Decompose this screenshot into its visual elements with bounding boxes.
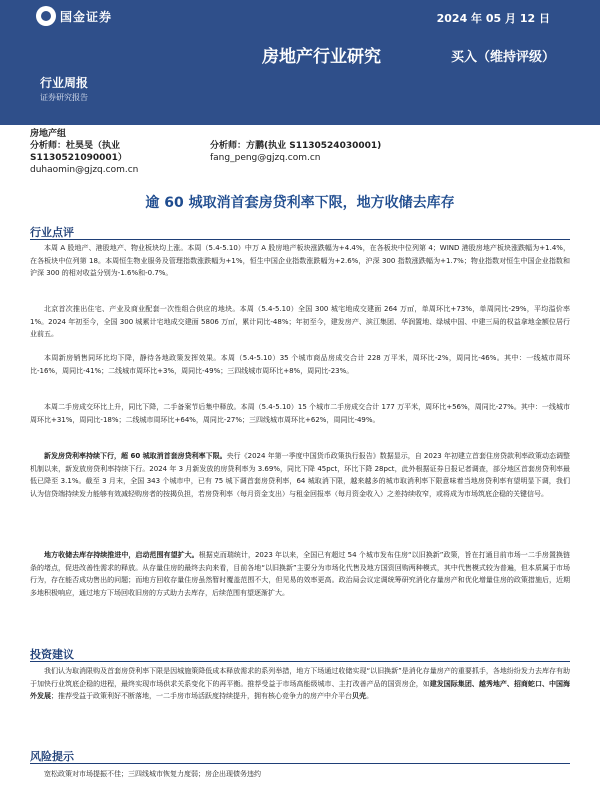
header-band	[0, 0, 600, 125]
analyst-2	[210, 140, 570, 164]
analyst-1	[30, 128, 205, 176]
advice-text-2: ；推荐受益于政策利好不断落地，一二手房市场活跃度持续提升，拥有核心竞争力的房产中介平台	[51, 692, 352, 700]
headline: 逾 60 城取消首套房贷利率下限，地方收储去库存	[145, 195, 455, 211]
para-6-text: 根据克而瑞统计，2023 年以来，全国已有超过 54 个城市发布住房“以旧换新”政策，旨在打通目前市场一二手房置换链条的堵点，促进改善性需求的释放。从存量住房的最终去向来看，目前各地“以旧换新”主要分为市场化代售及地方国资回购两种模式，其中代售模式较为普遍，但本质属于市场行为，存在能否成功售出的问题；而地方回收存量住房虽然暂时覆盖范围不大，但见易的效率更高。政治局会议定调统筹研究消化存量房产和优化增量住房的政策措施后，近期多地积极响应，通过地方下场回收旧房的方式助力去库存，后续范围有望逐渐扩大。	[30, 551, 571, 597]
report-type: 行业周报	[40, 76, 89, 90]
advice-pick-beike: 贝壳	[352, 692, 366, 700]
logo	[36, 6, 112, 26]
analyst-1-name: 分析师：杜昊旻（执业	[30, 141, 121, 151]
review-para-3: 本周新房销售同环比均下降，静待各地政策发挥效果。本周（5.4-5.10）35 个城市商品房成交合计 228 万平米，周环比-2%，周同比-46%。其中：一线城市周环比-16%，周同比-41%；二线城市周环比+3%，周同比-49%；三四线城市周环比+8%，周同比-23%。	[30, 354, 570, 375]
report-subtype: 证券研究报告	[40, 93, 88, 102]
review-para-5	[30, 450, 570, 500]
analyst-1-email: duhaomin@gjzq.com.cn	[30, 165, 139, 175]
analyst-1-id: S1130521090001）	[30, 153, 127, 163]
section-risk-title: 风险提示	[30, 748, 570, 764]
risk-para: 宽松政策对市场提振不佳；三四线城市恢复力度弱；房企出现债务违约	[44, 770, 261, 778]
advice-picks: 建发国际集团、越秀地产、招商蛇口、中国海外发展	[30, 679, 570, 700]
para-5-text: 央行《2024 年第一季度中国货币政策执行报告》数据显示，自 2023 年初建立首套住房贷款利率政策动态调整机制以来，新发放房贷利率持续下行。2024 年 3 月新发放的房贷利率为 3.69%，同比下降 45pct，环比下降 28pct，此外根据证券日报记者调查，部分地区首套房贷利率最低已降至 3.1%。截至 3 月末，全国 343 个城市中，已有 75 城下调首套房贷利率，64 城取消下限，越来越多的城市取消利率下限意味着当地房贷利率有望明显下调，我们认为信贷端持续发力能够有效减轻购房者的按揭负担，若房贷利率（每月资金支出）与租金回报率（每月资金收入）之差持续收窄，或将成为市场筑底企稳的关键信号。	[30, 452, 570, 498]
advice-para	[30, 665, 570, 703]
rating: 买入（维持评级）	[450, 50, 555, 65]
advice-text-3: 。	[366, 692, 373, 700]
review-para-6	[30, 549, 570, 599]
report-date: 2024 年 05 月 12 日	[436, 12, 550, 25]
para-6-lead: 地方收储去库存持续推进中，启动范围有望扩大。	[44, 551, 199, 559]
group-name: 房地产组	[30, 129, 67, 139]
advice-text: 我们认为取消限购及首套房贷利率下限是因城施策降低成本释放需求的系列举措，地方下场通过收储实现“以旧换新”是消化存量房产的重要抓手，各地纷纷发力去库存有助于加快行业筑底企稳的进程，最终实现市场供求关系变化下的再平衡。推荐受益于市场高能级城市、主打改善产品的国资房企，如	[30, 667, 570, 688]
review-para-4: 本周二手房成交环比上升，同比下降，二手备案节后集中释放。本周（5.4-5.10）15 个城市二手房成交合计 177 万平米，周环比+56%，周同比-27%。其中：一线城市周环比+31%，周同比-18%；二线城市周环比+64%，周同比-27%；三四线城市周环比+62%，周同比-49%。	[30, 403, 570, 424]
report-title: 房地产行业研究	[262, 47, 381, 67]
section-review-title: 行业点评	[30, 224, 570, 240]
para-5-lead: 新发房贷利率持续下行，超 60 城取消首套房贷利率下限。	[44, 452, 227, 460]
review-para-2: 北京首次推出住宅、产业及商业配套一次性组合供应的地块。本周（5.4-5.10）全国 300 城宅地成交建面 264 万㎡，单周环比+73%，单周同比-29%，平均溢价率 1%。2024 年初至今，全国 300 城累计宅地成交建面 5806 万㎡，累计同比-48%；年初至今，建发房产、滨江集团、华润置地、绿城中国、中建三局的权益拿地金额位居行业前五。	[30, 305, 570, 338]
logo-icon	[36, 6, 56, 26]
section-advice-title: 投资建议	[30, 646, 570, 662]
analyst-2-name: 分析师：方鹏(执业 S1130524030001)	[210, 141, 382, 151]
review-para-1: 本周 A 股地产、港股地产、物业板块均上涨。本周（5.4-5.10）中万 A 股房地产板块涨跌幅为+4.4%，在各板块中位列第 4；WIND 港股房地产板块涨跌幅为+1.4%，在各板块中位列第 18。本周恒生物业服务及管理指数涨跌幅为+1%，恒生中国企业指数涨跌幅为+2.6%，沪深 300 指数涨跌幅为+1.7%；物业指数对恒生中国企业指数和沪深 300 的相对收益分别为-1.6%和-0.7%。	[30, 244, 570, 277]
analyst-2-email: fang_peng@gjzq.com.cn	[210, 153, 321, 163]
logo-text: 国金证券	[60, 9, 113, 24]
